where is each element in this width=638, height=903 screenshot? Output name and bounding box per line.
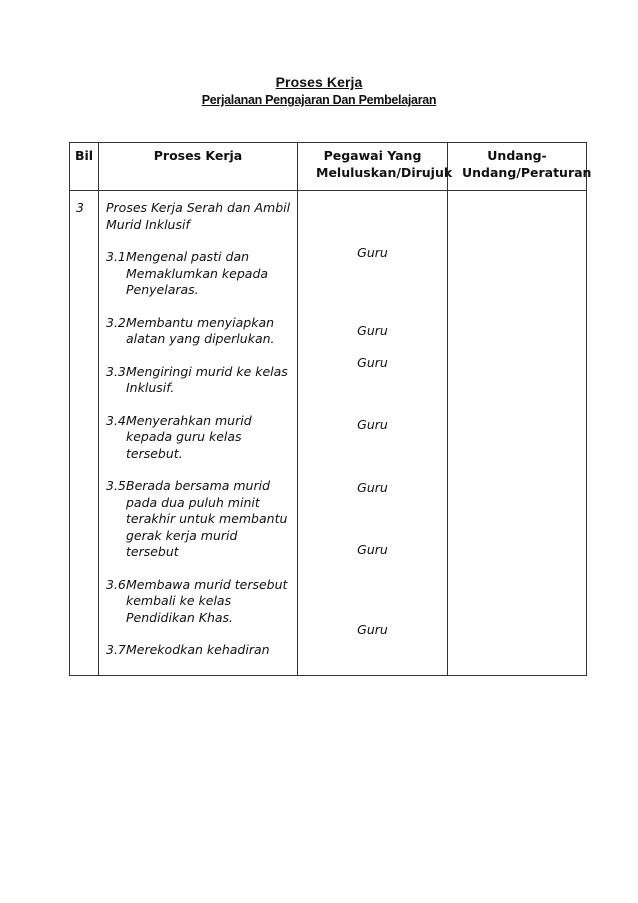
step-number: 3.4 <box>106 412 126 428</box>
page-title: Proses Kerja <box>275 74 363 90</box>
step-text: Membantu menyiapkan alatan yang diperlukan. <box>126 314 275 346</box>
cell-pegawai <box>298 191 448 676</box>
step-text: Mengiringi murid ke kelas Inklusif. <box>126 363 288 395</box>
step-text: Merekodkan kehadiran <box>126 642 270 657</box>
officer-label: Guru <box>357 480 388 495</box>
header-bil: Bil <box>70 143 99 191</box>
page-subtitle: Perjalanan Pengajaran Dan Pembelajaran <box>201 93 437 107</box>
table-row <box>70 191 587 676</box>
step-number: 3.1 <box>106 249 126 264</box>
step-text: Mengenal pasti dan Memaklumkan kepada Penyelaras. <box>126 249 269 297</box>
officer-label: Guru <box>357 542 388 557</box>
table-header-row <box>70 143 587 191</box>
step-number: 3.5 <box>106 478 126 493</box>
step-number: 3.6 <box>106 576 126 592</box>
officer-label: Guru <box>357 355 388 370</box>
step-number: 3.2 <box>106 314 126 330</box>
officer-label: Guru <box>357 417 388 432</box>
step-item <box>106 413 293 463</box>
step-item <box>106 478 293 561</box>
cell-undang-undang <box>448 191 587 676</box>
step-text: Membawa murid tersebut kembali ke kelas Pendidikan Khas. <box>126 576 288 625</box>
step-item <box>106 249 293 299</box>
header-proses-kerja: Proses Kerja <box>99 143 298 191</box>
officer-label: Guru <box>357 622 388 637</box>
header-pegawai: Pegawai Yang Meluluskan/Dirujuk <box>298 143 448 191</box>
step-item <box>106 642 293 659</box>
step-text: Menyerahkan murid kepada guru kelas tersebut. <box>126 412 252 461</box>
process-intro: Proses Kerja Serah dan Ambil Murid Inklusif <box>106 200 291 232</box>
step-text: Berada bersama murid pada dua puluh minit terakhir untuk membantu gerak kerja murid tersebut <box>126 478 288 559</box>
header-undang-undang: Undang-Undang/Peraturan <box>448 143 587 191</box>
process-table <box>69 142 592 676</box>
step-item <box>106 315 293 348</box>
officer-label: Guru <box>357 245 388 260</box>
step-item <box>106 577 293 627</box>
step-number: 3.3 <box>106 363 126 379</box>
step-item <box>106 364 293 397</box>
cell-bil: 3 <box>70 191 99 676</box>
officer-label: Guru <box>357 323 388 338</box>
cell-proses-kerja <box>99 191 298 676</box>
step-number: 3.7 <box>106 642 126 657</box>
